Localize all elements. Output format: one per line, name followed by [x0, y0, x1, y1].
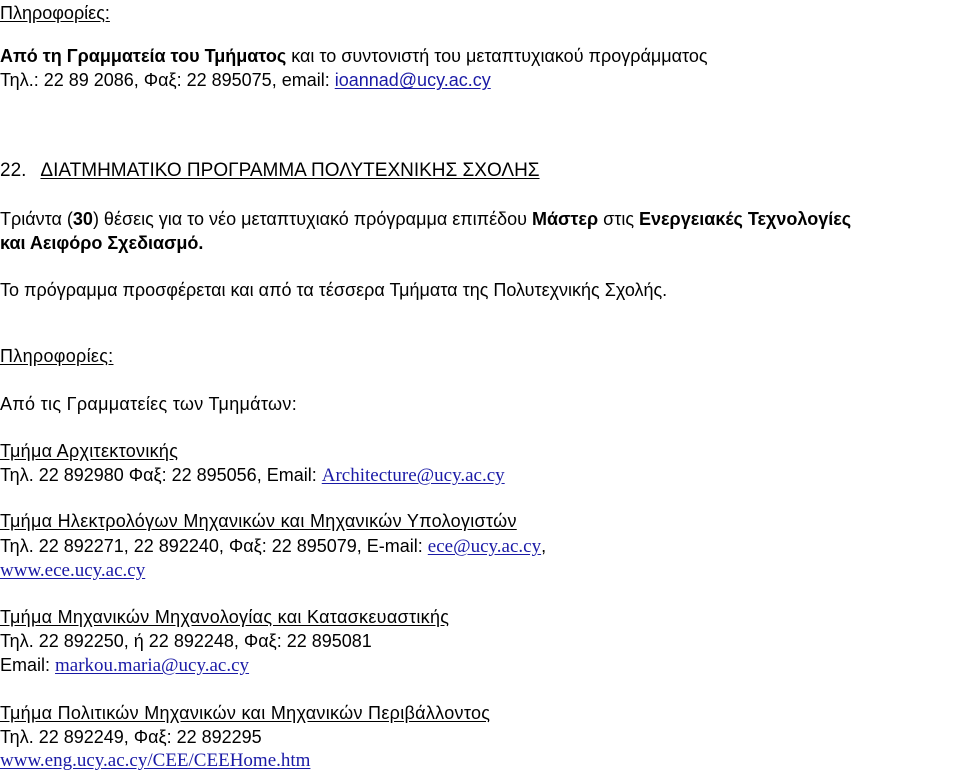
desc-a: Τριάντα ( — [0, 209, 73, 229]
email-link-ece[interactable]: ece@ucy.ac.cy — [427, 536, 542, 557]
desc-c: στις — [598, 209, 639, 229]
contact-text-1: Τηλ.: 22 89 2086, Φαξ: 22 895075, email: — [0, 70, 335, 90]
desc-count: 30 — [72, 209, 93, 229]
from-secretariats: Από τις Γραμματείες των Τμημάτων: — [0, 394, 297, 414]
website-link-civil[interactable]: www.eng.ucy.ac.cy/CEE/CEEHome.htm — [0, 750, 311, 771]
dept-ece-name: Τμήμα Ηλεκτρολόγων Μηχανικών και Μηχανικών Υπολογιστών — [0, 511, 517, 531]
secretariat-rest: και το συντονιστή του μεταπτυχιακού προγράμματος — [286, 46, 708, 66]
desc-degree: Μάστερ — [532, 209, 599, 229]
info-heading-1: Πληροφορίες: — [0, 3, 110, 23]
contact-line-1 — [0, 69, 491, 91]
section-title-line — [0, 160, 540, 182]
dept-architecture-contact-text: Τηλ. 22 892980 Φαξ: 22 895056, Email: — [0, 465, 322, 485]
dept-mech-name: Τμήμα Μηχανικών Μηχανολογίας και Κατασκευαστικής — [0, 607, 450, 627]
dept-civil-name: Τμήμα Πολιτικών Μηχανικών και Μηχανικών Περιβάλλοντος — [0, 703, 491, 723]
email-link-markou[interactable]: markou.maria@ucy.ac.cy — [55, 655, 250, 676]
email-link-ioannad[interactable]: ioannad@ucy.ac.cy — [334, 70, 491, 90]
dept-ece-contact — [0, 535, 546, 558]
dept-mech-contact: Τηλ. 22 892250, ή 22 892248, Φαξ: 22 895081 — [0, 631, 372, 651]
dept-architecture-contact — [0, 464, 505, 487]
secretariat-bold: Από τη Γραμματεία του Τμήματος — [0, 46, 287, 66]
program-desc-line-2: και Αειφόρο Σχεδιασμό. — [0, 233, 204, 253]
program-offered: Το πρόγραμμα προσφέρεται και από τα τέσσερα Τμήματα της Πολυτεχνικής Σχολής. — [0, 280, 668, 300]
dept-mech-email-line — [0, 654, 249, 677]
section-title: ΔΙΑΤΜΗΜΑΤΙΚΟ ΠΡΟΓΡΑΜΜΑ ΠΟΛΥΤΕΧΝΙΚΗΣ ΣΧΟΛΗΣ — [40, 160, 540, 181]
email-link-architecture[interactable]: Architecture@ucy.ac.cy — [321, 465, 505, 486]
desc-b: ) θέσεις για το νέο μεταπτυχιακό πρόγραμμα επιπέδου — [92, 209, 532, 229]
secretariat-line — [0, 45, 708, 67]
dept-civil-contact: Τηλ. 22 892249, Φαξ: 22 892295 — [0, 727, 262, 747]
dept-ece-contact-text: Τηλ. 22 892271, 22 892240, Φαξ: 22 895079, E-mail: — [0, 536, 428, 556]
section-number: 22. — [0, 160, 27, 181]
website-link-ece[interactable]: www.ece.ucy.ac.cy — [0, 560, 146, 581]
dept-mech-email-label: Email: — [0, 655, 56, 675]
desc-field1: Ενεργειακές Τεχνολογίες — [639, 209, 852, 229]
dept-ece-comma: , — [541, 536, 547, 556]
dept-architecture-name: Τμήμα Αρχιτεκτονικής — [0, 441, 179, 461]
info-heading-2: Πληροφορίες: — [0, 346, 114, 366]
program-desc-line-1 — [0, 208, 851, 230]
